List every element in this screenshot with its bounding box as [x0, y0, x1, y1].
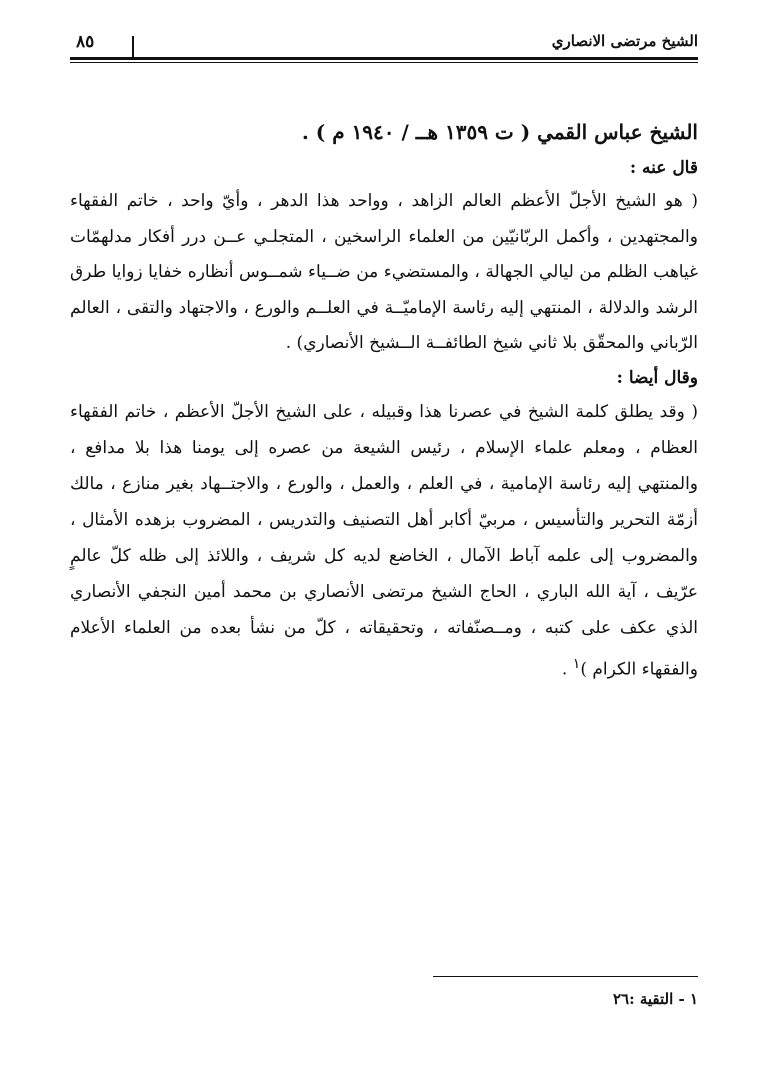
quote-paragraph-2 [70, 394, 698, 688]
quote-intro-1: قال عنه : [629, 158, 698, 178]
main-text [70, 112, 698, 687]
footnote-reference[interactable]: ١ [572, 655, 581, 672]
page-number: ٨٥ [76, 32, 95, 52]
header-rule [70, 57, 698, 60]
footnote-rule [433, 976, 698, 977]
footnote: ١ - التقية :٢٦ [612, 990, 698, 1008]
quote-paragraph-1: ( هو الشيخ الأجلّ الأعظم العالم الزاهد ، وواحد هذا الدهر ، وأيّ واحد ، خاتم الفقهاء والمجتهدين ، وأكمل الربّانيّين من العلماء الراسخين ، المتجلـي عــن درر أفكار مدلهمّات غياهب الظلم من ليالي الجهالة ، والمستضيء من ضــياء شمــوس أنظاره خفايا زوايا طرق الرشد والدلالة ، المنتهي إليه رئاسة الإماميّــة في العلــم والورع ، والاجتهاد والتقى ، العالم الرّباني والمحقّق بلا ثاني شيخ الطائفــة الــشيخ الأنصاري) . [70, 191, 698, 353]
section-heading: الشيخ عباس القمي ( ت ١٣٥٩ هــ / ١٩٤٠ م ) . [301, 120, 698, 144]
quote-paragraph-2-end: . [561, 659, 573, 680]
header-separator [132, 36, 134, 58]
quote-intro-2: وقال أيضا : [616, 367, 698, 388]
running-header [70, 26, 698, 62]
header-rule-thin [70, 62, 698, 63]
quote-paragraph-2-text: ( وقد يطلق كلمة الشيخ في عصرنا هذا وقبيله ، على الشيخ الأجلّ الأعظم ، خاتم الفقهاء العظام ، ومعلم علماء الإسلام ، رئيس الشيعة من عصره إلى يومنا هذا بلا مدافع ، والمنتهي إليه رئاسة الإمامية ، في العلم ، والعمل ، والورع ، والاجتــهاد بغير منازع ، مالك أزمّة التحرير والتأسيس ، مربيّ أكابر أهل التصنيف والتدريس ، المضروب بزهده الأمثال ، والمضروب إلى علمه آباط الآمال ، الخاضع لديه كل شريف ، واللائذ إلى ظله كلّ عالمٍ عرّيف ، آية الله الباري ، الحاج الشيخ مرتضى الأنصاري بن محمد أمين النجفي الأنصاري الذي عكف على كتبه ، ومــصنّفاته ، وتحقيقاته ، كلّ من نشأ بعده من العلماء الأعلام والفقهاء الكرام ) [70, 401, 698, 680]
header-title: الشيخ مرتضى الانصاري [551, 32, 698, 50]
